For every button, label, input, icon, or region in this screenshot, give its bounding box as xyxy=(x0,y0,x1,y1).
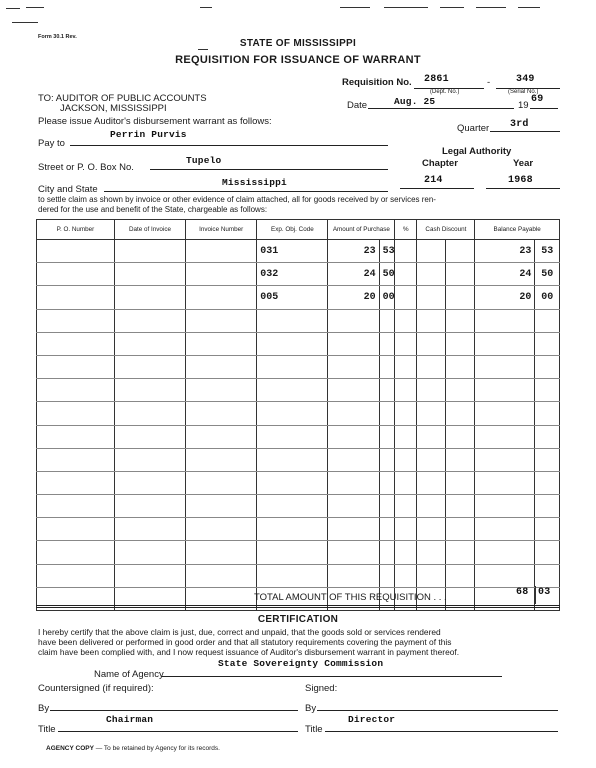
percent-cell[interactable] xyxy=(395,309,417,332)
amount-dollars-cell[interactable] xyxy=(328,564,379,587)
amount-dollars-cell[interactable] xyxy=(328,518,379,541)
balance-dollars-cell[interactable] xyxy=(475,541,535,564)
exp-code-cell[interactable] xyxy=(257,471,328,494)
table-row xyxy=(37,240,560,263)
amount-cents-cell[interactable] xyxy=(379,541,395,564)
discount-cents-cell[interactable] xyxy=(446,309,475,332)
date-cell[interactable] xyxy=(114,564,185,587)
col-amount-of-purchase: Amount of Purchase xyxy=(328,220,395,240)
year-label: Year xyxy=(513,158,534,169)
discount-cents-cell[interactable] xyxy=(446,425,475,448)
discount-dollars-cell[interactable] xyxy=(417,309,446,332)
discount-dollars-cell[interactable] xyxy=(417,471,446,494)
exp-code-cell[interactable] xyxy=(257,379,328,402)
total-label: TOTAL AMOUNT OF THIS REQUISITION . . . xyxy=(254,592,447,603)
invoice-cell[interactable] xyxy=(186,518,257,541)
by-line-left xyxy=(50,710,298,711)
balance-cents-cell[interactable] xyxy=(535,541,560,564)
discount-cents-cell[interactable] xyxy=(446,564,475,587)
amount-cents-cell[interactable]: 00 xyxy=(379,286,395,309)
balance-dollars-cell[interactable]: 23 xyxy=(475,240,535,263)
agency-value[interactable]: State Sovereignty Commission xyxy=(218,658,384,669)
agency-line xyxy=(162,676,502,677)
settle-text-1: to settle claim as shown by invoice or other evidence of claim attached, all for goods received by or services ren- xyxy=(38,195,436,204)
balance-cents-cell[interactable]: 53 xyxy=(535,240,560,263)
total-divider xyxy=(535,586,536,604)
countersigned-label: Countersigned (if required): xyxy=(38,683,154,694)
cert-text-1: I hereby certify that the above claim is just, due, correct and unpaid, that the goods sold or services rendered xyxy=(38,627,441,637)
balance-dollars-cell[interactable] xyxy=(475,355,535,378)
balance-dollars-cell[interactable]: 24 xyxy=(475,263,535,286)
balance-cents-cell[interactable] xyxy=(535,379,560,402)
po-cell[interactable] xyxy=(37,425,115,448)
total-dollars[interactable]: 68 xyxy=(516,587,529,598)
balance-dollars-cell[interactable] xyxy=(475,332,535,355)
pay-to-label: Pay to xyxy=(38,138,65,149)
chapter-label: Chapter xyxy=(422,158,458,169)
serial-no-value[interactable]: 349 xyxy=(516,74,535,85)
balance-cents-cell[interactable] xyxy=(535,309,560,332)
amount-cents-cell[interactable]: 53 xyxy=(379,240,395,263)
discount-cents-cell[interactable] xyxy=(446,471,475,494)
po-cell[interactable] xyxy=(37,518,115,541)
date-cell[interactable] xyxy=(114,355,185,378)
table-row xyxy=(37,495,560,518)
invoice-cell[interactable] xyxy=(186,541,257,564)
po-cell[interactable] xyxy=(37,379,115,402)
balance-dollars-cell[interactable]: 20 xyxy=(475,286,535,309)
col-cash-discount: Cash Discount xyxy=(417,220,475,240)
amount-cents-cell[interactable] xyxy=(379,448,395,471)
scan-artifact xyxy=(384,7,428,8)
table-row xyxy=(37,309,560,332)
invoice-cell[interactable] xyxy=(186,448,257,471)
amount-dollars-cell[interactable] xyxy=(328,425,379,448)
date-cell[interactable] xyxy=(114,402,185,425)
amount-dollars-cell[interactable]: 24 xyxy=(328,263,379,286)
table-row xyxy=(37,379,560,402)
discount-dollars-cell[interactable] xyxy=(417,332,446,355)
invoice-cell[interactable] xyxy=(186,425,257,448)
scan-artifact xyxy=(518,7,540,8)
state-heading: STATE OF MISSISSIPPI xyxy=(239,38,357,49)
amount-cents-cell[interactable]: 50 xyxy=(379,263,395,286)
exp-code-cell[interactable]: 031 xyxy=(257,240,328,263)
dept-no-value[interactable]: 2861 xyxy=(424,74,449,85)
scan-artifact xyxy=(440,7,464,8)
balance-dollars-cell[interactable] xyxy=(475,471,535,494)
date-cell[interactable] xyxy=(114,240,185,263)
discount-cents-cell[interactable] xyxy=(446,495,475,518)
invoice-cell[interactable] xyxy=(186,495,257,518)
amount-cents-cell[interactable] xyxy=(379,518,395,541)
discount-cents-cell[interactable] xyxy=(446,240,475,263)
amount-cents-cell[interactable] xyxy=(379,564,395,587)
po-cell[interactable] xyxy=(37,448,115,471)
date-cell[interactable] xyxy=(114,518,185,541)
exp-code-cell[interactable] xyxy=(257,448,328,471)
invoice-cell[interactable] xyxy=(186,286,257,309)
percent-cell[interactable] xyxy=(395,379,417,402)
scan-artifact xyxy=(340,7,370,8)
table-row xyxy=(37,355,560,378)
table-row xyxy=(37,332,560,355)
invoice-cell[interactable] xyxy=(186,379,257,402)
date-cell[interactable] xyxy=(114,263,185,286)
exp-code-cell[interactable] xyxy=(257,332,328,355)
balance-cents-cell[interactable] xyxy=(535,518,560,541)
chapter-line xyxy=(400,188,474,189)
table-row xyxy=(37,425,560,448)
invoice-cell[interactable] xyxy=(186,471,257,494)
discount-dollars-cell[interactable] xyxy=(417,425,446,448)
scan-artifact xyxy=(200,7,212,8)
exp-code-cell[interactable] xyxy=(257,402,328,425)
balance-dollars-cell[interactable] xyxy=(475,425,535,448)
invoice-cell[interactable] xyxy=(186,355,257,378)
exp-code-cell[interactable] xyxy=(257,495,328,518)
amount-cents-cell[interactable] xyxy=(379,332,395,355)
col-balance-payable: Balance Payable xyxy=(475,220,560,240)
discount-cents-cell[interactable] xyxy=(446,379,475,402)
footer-note xyxy=(46,745,220,752)
po-cell[interactable] xyxy=(37,240,115,263)
invoice-cell[interactable] xyxy=(186,332,257,355)
requisition-label: Requisition No. xyxy=(342,77,412,88)
discount-dollars-cell[interactable] xyxy=(417,448,446,471)
scan-artifact xyxy=(198,49,208,50)
balance-dollars-cell[interactable] xyxy=(475,564,535,587)
date-cell[interactable] xyxy=(114,495,185,518)
city-label: City and State xyxy=(38,184,98,195)
street-label: Street or P. O. Box No. xyxy=(38,162,134,173)
cert-text-3: claim have been complied with, and I now request issuance of Auditor's disbursement warrant in payment thereof. xyxy=(38,647,460,657)
balance-cents-cell[interactable]: 00 xyxy=(535,286,560,309)
discount-cents-cell[interactable] xyxy=(446,448,475,471)
table-row xyxy=(37,564,560,587)
table-row xyxy=(37,471,560,494)
title-label-right: Title xyxy=(305,724,323,735)
cert-text-2: have been delivered or performed in good order and that all statutory requirements covering the payment of this xyxy=(38,637,452,647)
chapter-value[interactable]: 214 xyxy=(424,175,443,186)
to-location: JACKSON, MISSISSIPPI xyxy=(60,103,167,114)
balance-cents-cell[interactable] xyxy=(535,355,560,378)
invoice-cell[interactable] xyxy=(186,263,257,286)
scan-artifact xyxy=(12,22,38,23)
authority-year-line xyxy=(486,188,560,189)
percent-cell[interactable] xyxy=(395,263,417,286)
po-cell[interactable] xyxy=(37,263,115,286)
balance-dollars-cell[interactable] xyxy=(475,402,535,425)
date-cell[interactable] xyxy=(114,286,185,309)
col-exp-obj-code: Exp. Obj. Code xyxy=(257,220,328,240)
footer-retain-text: — To be retained by Agency for its records. xyxy=(95,745,220,752)
percent-cell[interactable] xyxy=(395,402,417,425)
balance-dollars-cell[interactable] xyxy=(475,448,535,471)
balance-cents-cell[interactable] xyxy=(535,402,560,425)
percent-cell[interactable] xyxy=(395,355,417,378)
by-line-right xyxy=(317,710,558,711)
exp-code-cell[interactable]: 005 xyxy=(257,286,328,309)
percent-cell[interactable] xyxy=(395,240,417,263)
to-auditor: TO: AUDITOR OF PUBLIC ACCOUNTS xyxy=(38,93,207,104)
scan-artifact xyxy=(6,8,20,9)
balance-cents-cell[interactable] xyxy=(535,332,560,355)
amount-dollars-cell[interactable] xyxy=(328,332,379,355)
po-cell[interactable] xyxy=(37,286,115,309)
street-value[interactable]: Tupelo xyxy=(186,155,222,166)
col-date-of-invoice: Date of Invoice xyxy=(114,220,185,240)
amount-cents-cell[interactable] xyxy=(379,355,395,378)
scan-artifact xyxy=(26,7,44,8)
amount-cents-cell[interactable] xyxy=(379,309,395,332)
title-line-right xyxy=(325,731,558,732)
date-cell[interactable] xyxy=(114,332,185,355)
discount-dollars-cell[interactable] xyxy=(417,286,446,309)
balance-cents-cell[interactable] xyxy=(535,564,560,587)
discount-dollars-cell[interactable] xyxy=(417,495,446,518)
exp-code-cell[interactable]: 032 xyxy=(257,263,328,286)
title-line-left xyxy=(58,731,298,732)
exp-code-cell[interactable] xyxy=(257,355,328,378)
discount-dollars-cell[interactable] xyxy=(417,541,446,564)
table-header-row xyxy=(37,220,560,240)
title-left-value[interactable]: Chairman xyxy=(106,714,154,725)
percent-cell[interactable] xyxy=(395,286,417,309)
discount-dollars-cell[interactable] xyxy=(417,518,446,541)
date-cell[interactable] xyxy=(114,448,185,471)
po-cell[interactable] xyxy=(37,332,115,355)
by-label-right: By xyxy=(305,703,317,714)
requisition-dash: - xyxy=(487,77,491,88)
amount-cents-cell[interactable] xyxy=(379,379,395,402)
balance-cents-cell[interactable] xyxy=(535,471,560,494)
amount-dollars-cell[interactable] xyxy=(328,495,379,518)
amount-dollars-cell[interactable]: 23 xyxy=(328,240,379,263)
discount-dollars-cell[interactable] xyxy=(417,402,446,425)
amount-cents-cell[interactable] xyxy=(379,402,395,425)
total-cents[interactable]: 03 xyxy=(538,587,551,598)
invoice-cell[interactable] xyxy=(186,402,257,425)
balance-cents-cell[interactable]: 50 xyxy=(535,263,560,286)
year-line xyxy=(530,108,558,109)
date-cell[interactable] xyxy=(114,309,185,332)
total-rule xyxy=(36,605,560,608)
po-cell[interactable] xyxy=(37,309,115,332)
form-title: REQUISITION FOR ISSUANCE OF WARRANT xyxy=(175,54,421,66)
balance-cents-cell[interactable] xyxy=(535,425,560,448)
exp-code-cell[interactable] xyxy=(257,309,328,332)
invoice-cell[interactable] xyxy=(186,240,257,263)
discount-dollars-cell[interactable] xyxy=(417,379,446,402)
date-cell[interactable] xyxy=(114,541,185,564)
percent-cell[interactable] xyxy=(395,518,417,541)
discount-cents-cell[interactable] xyxy=(446,402,475,425)
items-table xyxy=(36,219,560,611)
quarter-value[interactable]: 3rd xyxy=(510,119,529,130)
title-right-value[interactable]: Director xyxy=(348,714,396,725)
date-line xyxy=(368,108,514,109)
quarter-label: Quarter xyxy=(457,123,490,134)
city-value[interactable]: Mississippi xyxy=(222,177,287,188)
discount-dollars-cell[interactable] xyxy=(417,355,446,378)
po-cell[interactable] xyxy=(37,402,115,425)
exp-code-cell[interactable] xyxy=(257,518,328,541)
invoice-cell[interactable] xyxy=(186,564,257,587)
street-line xyxy=(150,169,388,170)
pay-to-value[interactable]: Perrin Purvis xyxy=(110,129,187,140)
col-invoice-number: Invoice Number xyxy=(186,220,257,240)
year-prefix: 19 xyxy=(518,100,529,111)
discount-dollars-cell[interactable] xyxy=(417,564,446,587)
amount-dollars-cell[interactable] xyxy=(328,471,379,494)
percent-cell[interactable] xyxy=(395,448,417,471)
signed-label: Signed: xyxy=(305,683,338,694)
year-value[interactable]: 69 xyxy=(531,94,544,105)
amount-dollars-cell[interactable]: 20 xyxy=(328,286,379,309)
po-cell[interactable] xyxy=(37,495,115,518)
amount-cents-cell[interactable] xyxy=(379,495,395,518)
discount-cents-cell[interactable] xyxy=(446,355,475,378)
agency-label: Name of Agency xyxy=(94,669,164,680)
amount-cents-cell[interactable] xyxy=(379,471,395,494)
exp-code-cell[interactable] xyxy=(257,541,328,564)
dept-no-caption: (Dept. No.) xyxy=(430,89,460,95)
serial-no-caption: (Serial No.) xyxy=(508,89,539,95)
exp-code-cell[interactable] xyxy=(257,425,328,448)
date-label: Date xyxy=(347,100,368,111)
discount-cents-cell[interactable] xyxy=(446,263,475,286)
amount-dollars-cell[interactable] xyxy=(328,402,379,425)
invoice-cell[interactable] xyxy=(186,309,257,332)
discount-cents-cell[interactable] xyxy=(446,332,475,355)
amount-dollars-cell[interactable] xyxy=(328,448,379,471)
settle-text-2: dered for the use and benefit of the State, chargeable as follows: xyxy=(38,205,268,214)
footer-agency-copy: AGENCY COPY xyxy=(46,745,94,752)
table-row xyxy=(37,263,560,286)
po-cell[interactable] xyxy=(37,471,115,494)
balance-dollars-cell[interactable] xyxy=(475,495,535,518)
legal-authority-label: Legal Authority xyxy=(442,146,512,157)
discount-cents-cell[interactable] xyxy=(446,541,475,564)
table-row xyxy=(37,402,560,425)
by-label-left: By xyxy=(38,703,50,714)
percent-cell[interactable] xyxy=(395,425,417,448)
col-po-number: P. O. Number xyxy=(37,220,115,240)
title-label-left: Title xyxy=(38,724,56,735)
date-cell[interactable] xyxy=(114,379,185,402)
percent-cell[interactable] xyxy=(395,332,417,355)
discount-dollars-cell[interactable] xyxy=(417,263,446,286)
date-cell[interactable] xyxy=(114,471,185,494)
amount-dollars-cell[interactable] xyxy=(328,309,379,332)
balance-cents-cell[interactable] xyxy=(535,448,560,471)
scan-artifact xyxy=(476,7,506,8)
please-issue-text: Please issue Auditor's disbursement warrant as follows: xyxy=(38,116,272,127)
table-row xyxy=(37,541,560,564)
exp-code-cell[interactable] xyxy=(257,564,328,587)
balance-dollars-cell[interactable] xyxy=(475,379,535,402)
po-cell[interactable] xyxy=(37,355,115,378)
certification-title: CERTIFICATION xyxy=(257,614,339,625)
amount-dollars-cell[interactable] xyxy=(328,541,379,564)
table-row xyxy=(37,518,560,541)
percent-cell[interactable] xyxy=(395,495,417,518)
table-row xyxy=(37,286,560,309)
balance-cents-cell[interactable] xyxy=(535,495,560,518)
percent-cell[interactable] xyxy=(395,564,417,587)
form-number: Form 30.1 Rev. xyxy=(38,34,77,40)
amount-dollars-cell[interactable] xyxy=(328,379,379,402)
quarter-line xyxy=(490,131,560,132)
po-cell[interactable] xyxy=(37,541,115,564)
date-value[interactable]: Aug. 25 xyxy=(394,96,436,107)
discount-cents-cell[interactable] xyxy=(446,286,475,309)
col-percent: % xyxy=(395,220,417,240)
percent-cell[interactable] xyxy=(395,471,417,494)
date-cell[interactable] xyxy=(114,425,185,448)
balance-dollars-cell[interactable] xyxy=(475,309,535,332)
balance-dollars-cell[interactable] xyxy=(475,518,535,541)
discount-cents-cell[interactable] xyxy=(446,518,475,541)
amount-dollars-cell[interactable] xyxy=(328,355,379,378)
percent-cell[interactable] xyxy=(395,541,417,564)
pay-to-line xyxy=(70,145,388,146)
amount-cents-cell[interactable] xyxy=(379,425,395,448)
city-line xyxy=(104,191,388,192)
discount-dollars-cell[interactable] xyxy=(417,240,446,263)
table-row xyxy=(37,448,560,471)
authority-year-value[interactable]: 1968 xyxy=(508,175,533,186)
po-cell[interactable] xyxy=(37,564,115,587)
